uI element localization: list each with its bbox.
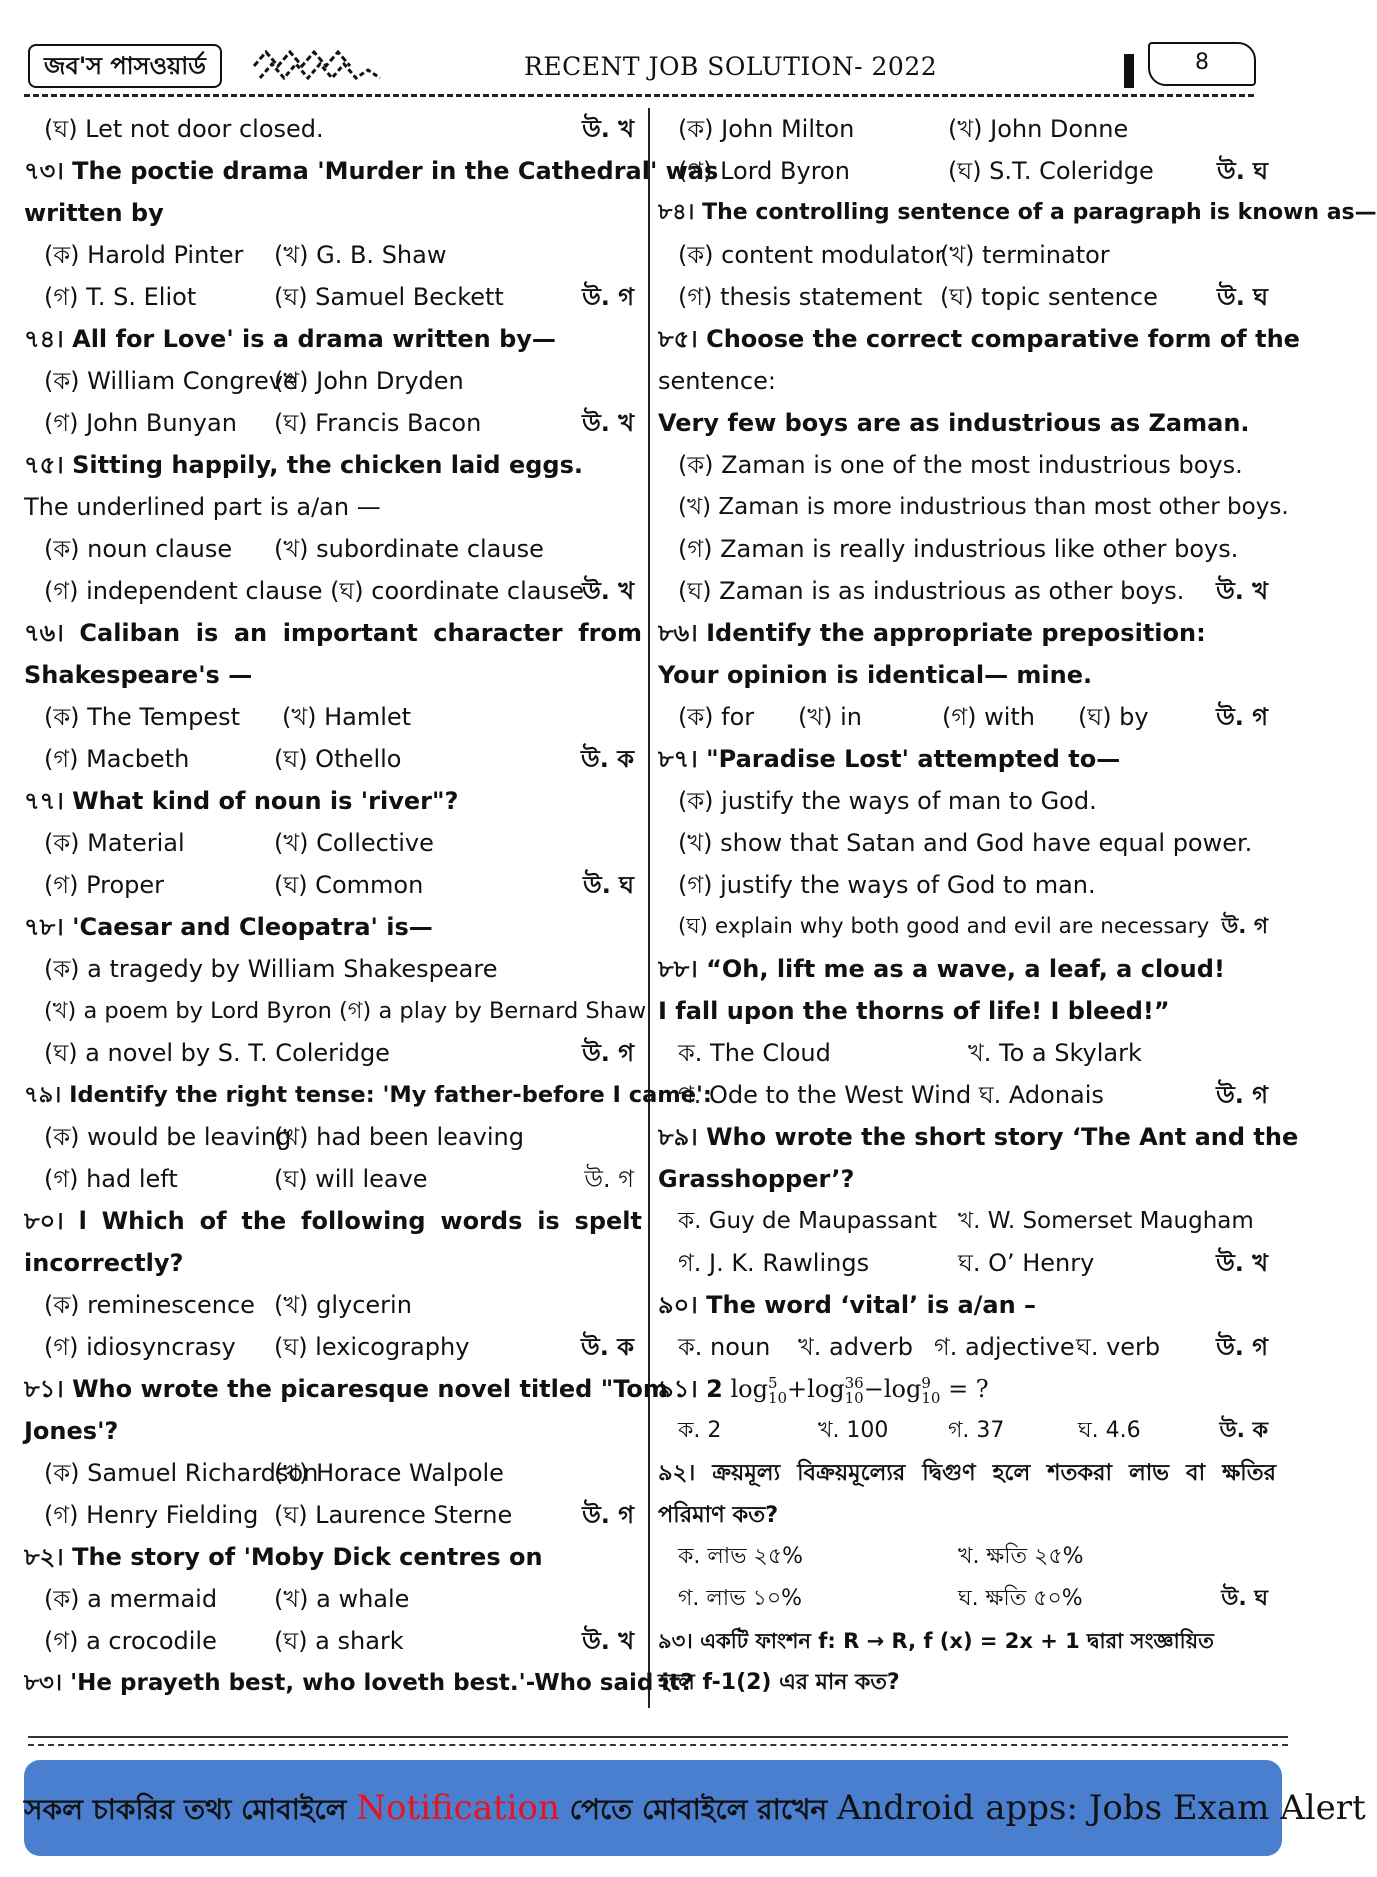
- option-text: (ক) would be leaving: [44, 1123, 292, 1151]
- question-92-cont: পরিমাণ কত?: [658, 1502, 779, 1528]
- option-text: (ঘ) topic sentence: [940, 283, 1158, 311]
- option-text: (ক) content modulator: [678, 241, 945, 269]
- option-text: (ক) for: [678, 703, 755, 731]
- brand-logo: জব'স পাসওয়ার্ড: [28, 44, 222, 88]
- option-line: (খ) a poem by Lord Byron (গ) a play by Bernard Shaw: [44, 998, 647, 1024]
- option-line: [658, 1410, 1276, 1452]
- question-77: ৭৭। What kind of noun is 'river"?: [24, 787, 459, 815]
- app-promo-banner[interactable]: [24, 1760, 1366, 1856]
- question-87: ৮৭। "Paradise Lost' attempted to—: [658, 745, 1121, 773]
- option-text: ক. noun: [678, 1333, 771, 1361]
- question-88-cont: I fall upon the thorns of life! I bleed!”: [658, 997, 1170, 1025]
- option-text: (ক) Harold Pinter: [44, 241, 244, 269]
- option-text: (খ) subordinate clause: [274, 535, 544, 563]
- option-text: (ঘ) Common: [274, 871, 424, 899]
- option-line: [24, 822, 642, 864]
- question-84: ৮৪। The controlling sentence of a paragraph is known as—: [658, 200, 1377, 225]
- option-line: [658, 1242, 1276, 1284]
- answer-label: উ. ঘ: [1217, 283, 1268, 311]
- option-line: [24, 108, 642, 150]
- question-number: ৯১। 2: [658, 1375, 723, 1403]
- question-93: ৯৩। একটি ফাংশন f: R → R, f (x) = 2x + 1 দ্বারা সংজ্ঞায়িত: [658, 1629, 1214, 1653]
- option-line: [24, 1620, 642, 1662]
- banner-text-part: সকল চাকরির তথ্য মোবাইলে: [24, 1793, 357, 1826]
- option-line: [24, 1116, 642, 1158]
- option-text: (ক) reminescence: [44, 1291, 255, 1319]
- option-text: গ. লাভ ১০%: [678, 1586, 803, 1611]
- option-text: গ. J. K. Rawlings: [678, 1249, 870, 1277]
- question-90: ৯০। The word ‘vital’ is a/an –: [658, 1291, 1037, 1319]
- question-80-cont: incorrectly?: [24, 1249, 184, 1277]
- question-85: ৮৫। Choose the correct comparative form of the: [658, 325, 1300, 353]
- answer-label: উ. ঘ: [1221, 1586, 1268, 1611]
- option-line: [24, 1284, 642, 1326]
- answer-label: উ. ক: [581, 1333, 634, 1361]
- question-81-cont: Jones'?: [24, 1417, 119, 1445]
- option-text: (খ) Hamlet: [282, 703, 412, 731]
- question-89: ৮৯। Who wrote the short story ‘The Ant and the: [658, 1123, 1299, 1151]
- option-text: খ. To a Skylark: [968, 1039, 1142, 1067]
- banner-highlight: Notification: [356, 1788, 560, 1828]
- option-text: ক. The Cloud: [678, 1039, 831, 1067]
- question-93-cont: হলে f-1(2) এর মান কত?: [658, 1670, 900, 1695]
- option-line: (ক) a tragedy by William Shakespeare: [44, 955, 498, 983]
- option-line: [658, 1200, 1276, 1242]
- option-text: খ. W. Somerset Maugham: [958, 1208, 1254, 1234]
- footer-divider: [28, 1736, 1288, 1738]
- option-line: [658, 150, 1276, 192]
- option-text: (গ) idiosyncrasy: [44, 1333, 236, 1361]
- option-line: [658, 1032, 1276, 1074]
- option-text: (গ) a crocodile: [44, 1627, 217, 1655]
- option-text: (খ) a whale: [274, 1585, 410, 1613]
- option-text: (ঘ) Let not door closed.: [44, 115, 324, 143]
- option-text: (খ) terminator: [940, 241, 1110, 269]
- option-line: [658, 570, 1276, 612]
- option-text: (খ) Collective: [274, 829, 434, 857]
- option-line: [24, 1578, 642, 1620]
- option-line: (খ) show that Satan and God have equal power.: [678, 829, 1253, 857]
- option-line: [24, 570, 642, 612]
- option-text: খ. adverb: [798, 1333, 914, 1361]
- option-text: (ক) Material: [44, 829, 185, 857]
- option-text: (ক) a mermaid: [44, 1585, 218, 1613]
- option-text: (ঘ) a shark: [274, 1627, 404, 1655]
- question-75-cont: The underlined part is a/an —: [24, 493, 381, 521]
- question-83: ৮৩। 'He prayeth best, who loveth best.'-Who said it?: [24, 1670, 694, 1696]
- question-76-cont: Shakespeare's —: [24, 661, 253, 689]
- option-line: (ক) Zaman is one of the most industrious boys.: [678, 451, 1243, 479]
- question-92: ৯২। ক্রয়মূল্য বিক্রয়মূল্যের দ্বিগুণ হলে শতকরা লাভ বা ক্ষতির: [658, 1460, 1276, 1486]
- option-text: খ. ক্ষতি ২৫%: [958, 1544, 1084, 1569]
- option-text: (গ) with: [942, 703, 1036, 731]
- page-header: [24, 42, 1254, 92]
- option-text: ক. 2: [678, 1418, 722, 1443]
- question-80: ৮০। l Which of the following words is spelt: [24, 1207, 642, 1235]
- question-89-cont: Grasshopper’?: [658, 1165, 855, 1193]
- question-88: ৮৮। “Oh, lift me as a wave, a leaf, a cloud!: [658, 955, 1225, 983]
- question-85-cont: sentence:: [658, 367, 776, 395]
- question-76: ৭৬। Caliban is an important character from: [24, 619, 642, 647]
- option-text: (ঘ) will leave: [274, 1165, 428, 1193]
- option-text: (গ) independent clause (ঘ) coordinate clause: [44, 577, 584, 605]
- option-line: [24, 1032, 642, 1074]
- option-text: (গ) had left: [44, 1165, 178, 1193]
- option-text: ক. Guy de Maupassant: [678, 1208, 937, 1234]
- option-line: [658, 1326, 1276, 1368]
- option-text: (ক) William Congreve: [44, 367, 298, 395]
- option-text: (গ) Henry Fielding: [44, 1501, 259, 1529]
- answer-label: উ. খ: [582, 115, 634, 143]
- answer-label: উ. ঘ: [1217, 157, 1268, 185]
- option-line: [24, 360, 642, 402]
- option-line: [24, 1158, 642, 1200]
- option-text: গ. 37: [948, 1418, 1005, 1443]
- option-text: ঘ. verb: [1076, 1333, 1161, 1361]
- question-78: ৭৮। 'Caesar and Cleopatra' is—: [24, 913, 433, 941]
- option-line: [24, 1326, 642, 1368]
- question-86: ৮৬। Identify the appropriate preposition:: [658, 619, 1206, 647]
- answer-label: উ. গ: [584, 1165, 634, 1193]
- option-text: (খ) in: [798, 703, 862, 731]
- option-line: [24, 738, 642, 780]
- option-text: (গ) Proper: [44, 871, 165, 899]
- option-line: [658, 696, 1276, 738]
- option-line: [658, 1578, 1276, 1620]
- option-text: ঘ. O’ Henry: [958, 1249, 1095, 1277]
- option-line: (ক) justify the ways of man to God.: [678, 787, 1097, 815]
- option-text: (ঘ) a novel by S. T. Coleridge: [44, 1039, 390, 1067]
- log-term: log 5 10: [730, 1373, 788, 1407]
- question-74: ৭৪। All for Love' is a drama written by—: [24, 325, 556, 353]
- page-marker-bar: [1124, 54, 1134, 88]
- question-86-sentence: Your opinion is identical— mine.: [658, 661, 1093, 689]
- option-line: (খ) Zaman is more industrious than most other boys.: [678, 494, 1289, 520]
- answer-label: উ. গ: [582, 1501, 634, 1529]
- header-divider: [24, 94, 1254, 97]
- option-text: (খ) John Donne: [948, 115, 1129, 143]
- option-line: (গ) justify the ways of God to man.: [678, 871, 1096, 899]
- option-text: (গ) T. S. Eliot: [44, 283, 197, 311]
- option-line: [24, 528, 642, 570]
- option-text: (খ) Horace Walpole: [274, 1459, 504, 1487]
- option-text: (ঘ) Laurence Sterne: [274, 1501, 513, 1529]
- option-line: [24, 864, 642, 906]
- banner-text-part: পেতে মোবাইলে রাখেন: [559, 1793, 837, 1826]
- decorative-zigzag-icon: [252, 46, 402, 86]
- question-75: ৭৫। Sitting happily, the chicken laid eggs.: [24, 451, 583, 479]
- answer-label: উ. ক: [581, 745, 634, 773]
- question-85-sentence: Very few boys are as industrious as Zaman.: [658, 409, 1250, 437]
- option-text: (ঘ) Othello: [274, 745, 402, 773]
- option-text: (ক) noun clause: [44, 535, 233, 563]
- option-line: [24, 1494, 642, 1536]
- option-line: [24, 1452, 642, 1494]
- equals-question: = ?: [940, 1375, 989, 1403]
- answer-label: উ. খ: [1216, 1249, 1268, 1277]
- option-text: গ. adjective: [934, 1333, 1075, 1361]
- question-82: ৮২। The story of 'Moby Dick centres on: [24, 1543, 543, 1571]
- option-text: ঘ. ক্ষতি ৫০%: [958, 1586, 1083, 1611]
- option-line: [658, 1074, 1276, 1116]
- option-text: ক. লাভ ২৫%: [678, 1544, 804, 1569]
- option-text: (খ) John Dryden: [274, 367, 464, 395]
- answer-label: উ. খ: [582, 1627, 634, 1655]
- option-text: (ঘ) Zaman is as industrious as other boys.: [678, 577, 1185, 605]
- answer-label: উ. গ: [1216, 1333, 1268, 1361]
- plus-sign: +: [787, 1375, 808, 1403]
- option-text: (ঘ) Francis Bacon: [274, 409, 482, 437]
- option-text: (গ) Macbeth: [44, 745, 190, 773]
- option-text: (ঘ) S.T. Coleridge: [948, 157, 1154, 185]
- question-73: ৭৩। The poctie drama 'Murder in the Cathedral' was: [24, 157, 719, 185]
- option-text: (ঘ) explain why both good and evil are necessary: [678, 914, 1210, 939]
- answer-label: উ. ক: [1219, 1418, 1268, 1443]
- option-text: (ক) The Tempest: [44, 703, 241, 731]
- right-column: [658, 108, 1377, 1704]
- option-line: [658, 234, 1276, 276]
- answer-label: উ. গ: [1216, 1081, 1268, 1109]
- answer-label: উ. গ: [1221, 914, 1268, 939]
- option-text: (খ) glycerin: [274, 1291, 412, 1319]
- option-line: [24, 276, 642, 318]
- option-line: [24, 402, 642, 444]
- option-line: [658, 906, 1276, 948]
- answer-label: উ. খ: [1216, 577, 1268, 605]
- minus-sign: −: [863, 1375, 884, 1403]
- option-text: ঘ. 4.6: [1078, 1418, 1141, 1443]
- option-text: (ঘ) lexicography: [274, 1333, 470, 1361]
- option-text: গ. Ode to the West Wind ঘ. Adonais: [678, 1081, 1104, 1109]
- column-divider: [648, 108, 650, 1708]
- answer-label: উ. ঘ: [583, 871, 634, 899]
- answer-label: উ. গ: [582, 283, 634, 311]
- option-text: (ঘ) by: [1078, 703, 1149, 731]
- option-text: (গ) John Bunyan: [44, 409, 237, 437]
- option-text: (গ) Lord Byron: [678, 157, 850, 185]
- question-79: ৭৯। Identify the right tense: 'My father-before I came':: [24, 1082, 712, 1108]
- option-text: (খ) had been leaving: [274, 1123, 524, 1151]
- option-text: (ক) John Milton: [678, 115, 855, 143]
- answer-label: উ. খ: [582, 577, 634, 605]
- option-text: (ঘ) Samuel Beckett: [274, 283, 504, 311]
- question-81: ৮১। Who wrote the picaresque novel titled "Tom: [24, 1375, 668, 1403]
- option-line: [24, 234, 642, 276]
- answer-label: উ. খ: [582, 409, 634, 437]
- log-term: log 36 10: [807, 1373, 864, 1407]
- option-line: [658, 276, 1276, 318]
- option-line: [658, 108, 1276, 150]
- option-text: (গ) thesis statement: [678, 283, 923, 311]
- question-91: [658, 1368, 1276, 1410]
- option-text: (খ) G. B. Shaw: [274, 241, 447, 269]
- option-text: (ক) Samuel Richardson: [44, 1459, 319, 1487]
- option-line: (গ) Zaman is really industrious like other boys.: [678, 535, 1239, 563]
- footer-divider-dashed: [28, 1744, 1288, 1746]
- option-text: খ. 100: [818, 1418, 889, 1443]
- page-number: 8: [1148, 42, 1256, 86]
- log-term: log 9 10: [883, 1373, 941, 1407]
- banner-app-name: Android apps: Jobs Exam Alert: [836, 1788, 1366, 1828]
- answer-label: উ. গ: [582, 1039, 634, 1067]
- question-73-cont: written by: [24, 199, 164, 227]
- option-line: [24, 696, 642, 738]
- page-title: RECENT JOB SOLUTION- 2022: [524, 52, 938, 81]
- answer-label: উ. গ: [1216, 703, 1268, 731]
- option-line: [658, 1536, 1276, 1578]
